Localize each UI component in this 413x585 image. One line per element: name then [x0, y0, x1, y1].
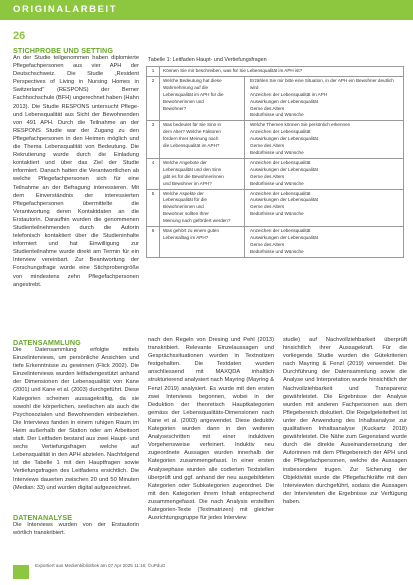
question-table: [146, 66, 404, 258]
follow-up-questions: [245, 189, 404, 227]
question-line: Welche Bedeutung hat diese: [163, 77, 222, 83]
follow-up-item: Anzeichen der Lebensqualität im APH: [250, 91, 328, 97]
text-stichprobe: [13, 54, 139, 334]
page-number: 26: [13, 30, 26, 42]
question-line: Welche Angebote der: [163, 159, 207, 165]
header-label: ORIGINALARBEIT: [13, 4, 118, 15]
question-line: Wahrnehmung auf die: [163, 84, 209, 90]
table-row: [147, 121, 404, 159]
paragraph-datenanalyse: Die Interviews wurden von der Erstautorin wörtlich transkribiert.: [13, 522, 139, 537]
section-heading-datensammlung: DATENSAMMLUNG: [13, 338, 81, 347]
main-question: [160, 76, 245, 120]
follow-up-item: Bedürfnisse und Wünsche: [250, 112, 304, 118]
question-line: Lebensqualität für die: [163, 197, 207, 203]
question-line: Bewohnerinnen und: [163, 204, 204, 210]
table-row: [147, 189, 404, 227]
row-number: 2: [147, 76, 160, 120]
text-datensammlung: [13, 346, 139, 510]
follow-up-questions: [245, 76, 404, 120]
main-question: Können Sie mir beschreiben, was für Sie Lebensqualität im APH ist?: [160, 67, 404, 77]
question-line: Bewohner sollten Ihrer: [163, 211, 209, 217]
question-line: Lebensalltag im APH?: [163, 234, 209, 240]
follow-up-item: Gerne des Alters: [250, 241, 285, 247]
follow-up-questions: [245, 227, 404, 258]
main-question: [160, 227, 245, 258]
text-middle-column: [148, 336, 274, 558]
follow-up-item: Anzeichen der Lebensqualität: [250, 190, 311, 196]
follow-up-item: Anzeichen der Lebensqualität: [250, 129, 311, 135]
follow-up-item: Anzeichen der Lebensqualität: [250, 159, 311, 165]
table-caption: Tabelle 1: Leitfaden Haupt- und Vertiefungsfragen: [148, 57, 267, 63]
follow-up-item: Auswirkungen der Lebensqualität: [250, 98, 318, 104]
footer-text: Exportiert aus Medienbibliothek am 07 Apr 2025 11:16; ©uPduG: [35, 563, 166, 568]
follow-up-item: Bedürfnisse und Wünsche: [250, 149, 304, 155]
question-line: dem Alter? Welche Faktoren: [163, 129, 221, 135]
paragraph-datensammlung: Die Datensammlung erfolgte mittels Einzelinterviews, um persönliche Ansichten und tiefe Erkenntnisse zu gewinnen (Flick 2002). Die Einzelinterviews wurden leitfadengestützt anhand der Dimensionen der Lebensqualität von Kane (2001) und Kane et al. (2003) durchgeführt. Diese Kategorien scheinen aussagekräftig, da sie sowohl die körperlichen, seelischen als auch die Psychosozialen und Bewohnenden einbeziehen. Die Interviews fanden in einem ruhigen Raum im Heim außerhalb der Station oder am Arbeitsort statt. Der Leitfaden bestand aus zwei Haupt- und sechs Vertiefungsfragen welche auf Lebensqualität in den APH abzielen. Nachfolgend ist die Tabelle 1 mit den Hauptfragen sowie Vertiefungsfragen des Leitfadens ersichtlich. Die Interviews dauerten zwischen 20 und 50 Minuten (Median: 33) und wurden digital aufgezeichnet.: [13, 347, 139, 491]
question-line: Meinung nach gefördert werden?: [163, 218, 231, 224]
paragraph-middle: nach den Regeln von Dresing und Pehl (2013) transkribiert. Relevante Einzelaussagen und Gesprächssituationen wurden in Textnotizen festgehalten. Die Textdaten wurden anschliessend mit MAXQDA inhaltlich strukturierend analysiert nach Mayring (Mayring & Fenzl 2019) analysiert. Es wurde mit den ersten zwei Interviews begonnen, wobei in der Deduktion der theoretisch Hauptkategorien gemäss der Lebensqualitäts-Dimensionen nach Kane et al. (2003) angewendet. Diese deduktiv Kategorien wurden dann in den weiteren Analyseschritten mit einer induktiven Vorgehensweise verfeinert. Induktiv neu zugeordnete Aussagen wurden innerhalb der Kategorien zusammengefasst. In einer ersten Analysephase wurden alle codierten Textstellen überprüft und ggf. anhand der neu ausgebildeten Kategorien oder Subkategorien zugeordnet. Die mit den Kategorien ihrem Inhalt entsprechend zusammengefasst. Die nach Analysis erstellten Kategorien-Texte (Textmatrizen) mit gleicher Ausrichtungsgruppe für jedes Interview: [148, 337, 274, 522]
row-number: 4: [147, 158, 160, 189]
text-right-column: [283, 336, 407, 558]
question-line: Lebensqualität im APH für die: [163, 91, 224, 97]
table-row: [147, 76, 404, 120]
main-question: [160, 189, 245, 227]
paragraph-right: studie) auf Nachvollziehbarkeit überprüft hinsichtlich ihrer Aussagekraft. Für die vorliegende Studie wurden die Gütekriterien nach Mayring & Fenzl (2019) verwendet. Die Durchführung der Datensammlung sowie die Analyse und Interpretation wurde hinsichtlich der Nachvollziehbarkeit und Transparenz gewährleistet. Die Ergebnisse der Analyse wurden mit anderen Fachpersonen aus dem Pflegebereich diskutiert. Die Regelgeleitetheit ist unter der Anwendung des Inhaltsanalyse zur qualitativen Inhaltsanalyse (Kuckartz 2018) gewährleistet. Die Nähe zum Gegenstand wurde durch die direkte Auseinandersetzung der Autorinnen mit dem Pflegebereich der APH und die Pflegefachpersonen, welche die Aussagen insbesondere trugen. Zur Sicherung der Objektivität wurde die Pflegefachkräfte mit den Interviewten durchgeführt, sodass die Aussagen der Interviewten die Ergebnisse zur Verfügung haben.: [283, 337, 407, 505]
follow-up-item: Bedürfnisse und Wünsche: [250, 211, 304, 217]
section-heading-datenanalyse: DATENANALYSE: [13, 513, 73, 522]
follow-up-item: Gerne des Alters: [250, 204, 285, 210]
follow-up-item: Auswirkungen der Lebensqualität: [250, 166, 318, 172]
question-line: Welche Aspekte der: [163, 190, 204, 196]
question-line: fördern Ihrer Meinung nach: [163, 136, 219, 142]
follow-up-item: Gerne des Alters: [250, 173, 285, 179]
main-question: [160, 158, 245, 189]
follow-up-item: Erzählen Sie mir bitte eine Situation, in der APH ein Bewohner deutlich wird: [250, 77, 394, 90]
follow-up-item: Anzeichen der Lebensqualität: [250, 228, 311, 234]
row-number: 5: [147, 189, 160, 227]
follow-up-questions: [245, 158, 404, 189]
question-line: Bewohner?: [163, 105, 187, 111]
table-row: [147, 158, 404, 189]
follow-up-item: Welche Themen können Sie persönlich erkennen: [250, 122, 351, 128]
table-row: [147, 67, 404, 77]
table-row: [147, 227, 404, 258]
header-bar: [0, 0, 413, 20]
section-heading-stichprobe: STICHPROBE UND SETTING: [13, 46, 114, 55]
question-line: die Lebensqualität im APH?: [163, 143, 220, 149]
question-line: Was bedeutet für Sie Sinn in: [163, 122, 222, 128]
follow-up-item: Bedürfnisse und Wünsche: [250, 180, 304, 186]
row-number: 1: [147, 67, 160, 77]
question-line: Was gehört zu einem guten: [163, 228, 220, 234]
follow-up-item: Auswirkungen der Lebensqualität: [250, 197, 318, 203]
follow-up-item: Auswirkungen der Lebensqualität: [250, 234, 318, 240]
row-number: 3: [147, 121, 160, 159]
question-line: und Bewohner im APH?: [163, 180, 212, 186]
table-body: [147, 67, 404, 258]
follow-up-item: Auswirkungen der Lebensqualität: [250, 136, 318, 142]
question-line: gibt es für die Bewohnerinnen: [163, 173, 224, 179]
follow-up-questions: [245, 121, 404, 159]
follow-up-item: Gerne des Alters: [250, 105, 285, 111]
question-line: Lebensqualität und den Sinn: [163, 166, 222, 172]
question-line: Bewohnerinnen und: [163, 98, 204, 104]
follow-up-item: Bedürfnisse und Wünsche: [250, 248, 304, 254]
footer-mark: [13, 565, 29, 579]
text-datenanalyse: [13, 521, 139, 541]
main-question: [160, 121, 245, 159]
follow-up-item: Gerne des Alters: [250, 143, 285, 149]
paragraph-stichprobe: An der Studie teilgenommen haben diplomierte Pflegefachpersonen aus vier APH der Deutschschweiz. Die Studie „Resident Perspectives of Living in Nursing Homes in Switzerland" (RESPONS) der Berner Fachhochschule (BFH) ungerechnet haben (Hahn 2013). Die Studie RESPONS untersucht Pflege- und Lebensqualität aus Sicht der Bewohnenden von 491 APH. Durch die Teilnahme an der RESPONS Studie war der Zugang zu den Pflegefachpersonen in den Heimen möglich und die Thema Lebensqualität von Bedeutung. Die Rekrutierung wurde durch die Einladung kontaktiert und über das Ziel der Studie informiert. Danach hatten die Verantwortlichen ab welche Pflegefachpersonen sich für eine Teilnahme an der Befragung interessieren. Mit dem Einverständnis der interessierten Pflegefachpersonen übermittelte die Verantwortung deren Kontaktdaten an die Erstautorin. Daraufhin wurden die genommenen Studienteilnehmenden durch die Autorin telefonisch kontaktiert über die Studieninhalte informiert und hat Einwilligung zur Studienteilnahme wurde direkt am Termin für ein Interview vereinbart. Zur Beantwortung der Forschungsfrage wurde eine Stichprobengröße von mindestens zehn Pflegefachpersonen angestrebt.: [13, 55, 139, 288]
row-number: 6: [147, 227, 160, 258]
